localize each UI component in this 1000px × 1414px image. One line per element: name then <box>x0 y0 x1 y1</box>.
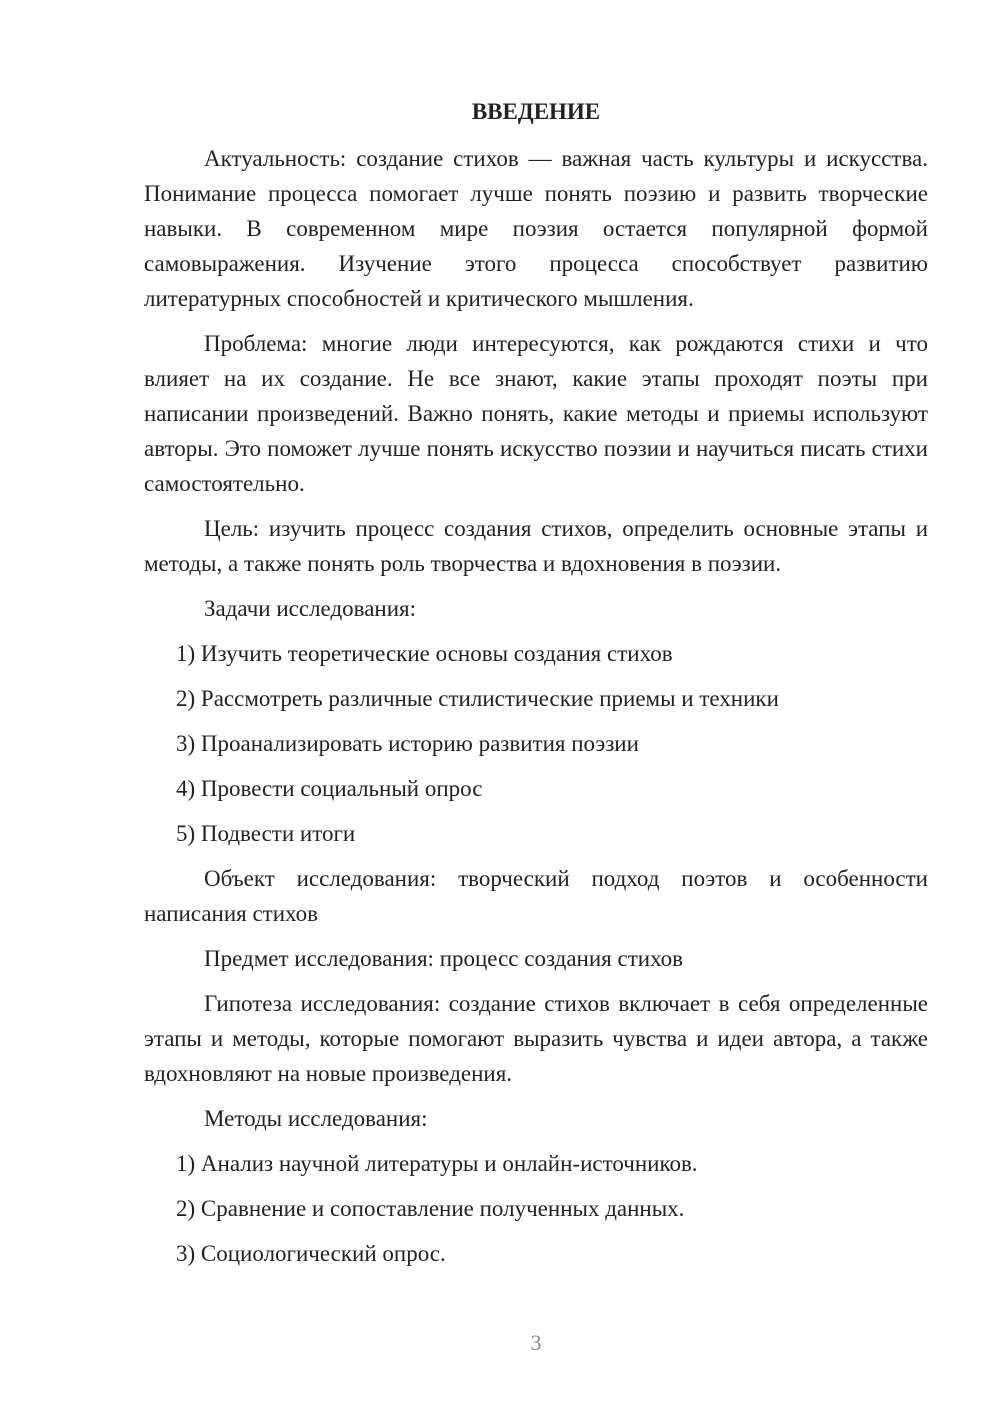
section-heading: ВВЕДЕНИЕ <box>471 99 601 124</box>
methods-title: Методы исследования: <box>204 1106 428 1131</box>
task-item-3: 3) Проанализировать историю развития поэзии <box>176 731 639 756</box>
task-item-4: 4) Провести социальный опрос <box>176 776 483 801</box>
method-item-2: 2) Сравнение и сопоставление полученных данных. <box>176 1196 685 1221</box>
tasks-title: Задачи исследования: <box>204 596 417 621</box>
method-item-3: 3) Социологический опрос. <box>176 1241 446 1266</box>
object-paragraph: Объект исследования: творческий подход поэтов и особенности написания стихов <box>144 866 928 926</box>
page-content <box>144 94 928 1281</box>
goal-paragraph: Цель: изучить процесс создания стихов, определить основные этапы и методы, а также понять роль творчества и вдохновения в поэзии. <box>144 516 928 576</box>
page-number: 3 <box>530 1330 542 1355</box>
task-item-2: 2) Рассмотреть различные стилистические приемы и техники <box>176 686 779 711</box>
hypothesis-paragraph: Гипотеза исследования: создание стихов включает в себя определенные этапы и методы, которые помогают выразить чувства и идеи автора, а также вдохновляют на новые произведения. <box>144 991 928 1086</box>
subject-paragraph: Предмет исследования: процесс создания стихов <box>204 946 684 971</box>
task-item-1: 1) Изучить теоретические основы создания стихов <box>176 641 673 666</box>
problem-paragraph: Проблема: многие люди интересуются, как рождаются стихи и что влияет на их создание. Не все знают, какие этапы проходят поэты при написании произведений. Важно понять, какие методы и приемы используют авторы. Это поможет лучше понять искусство поэзии и научиться писать стихи самостоятельно. <box>144 331 928 496</box>
task-item-5: 5) Подвести итоги <box>176 821 356 846</box>
method-item-1: 1) Анализ научной литературы и онлайн-источников. <box>176 1151 698 1176</box>
relevance-paragraph: Актуальность: создание стихов — важная часть культуры и искусства. Понимание процесса помогает лучше понять поэзию и развить творческие навыки. В современном мире поэзия остается популярной формой самовыражения. Изучение этого процесса способствует развитию литературных способностей и критического мышления. <box>144 146 928 311</box>
